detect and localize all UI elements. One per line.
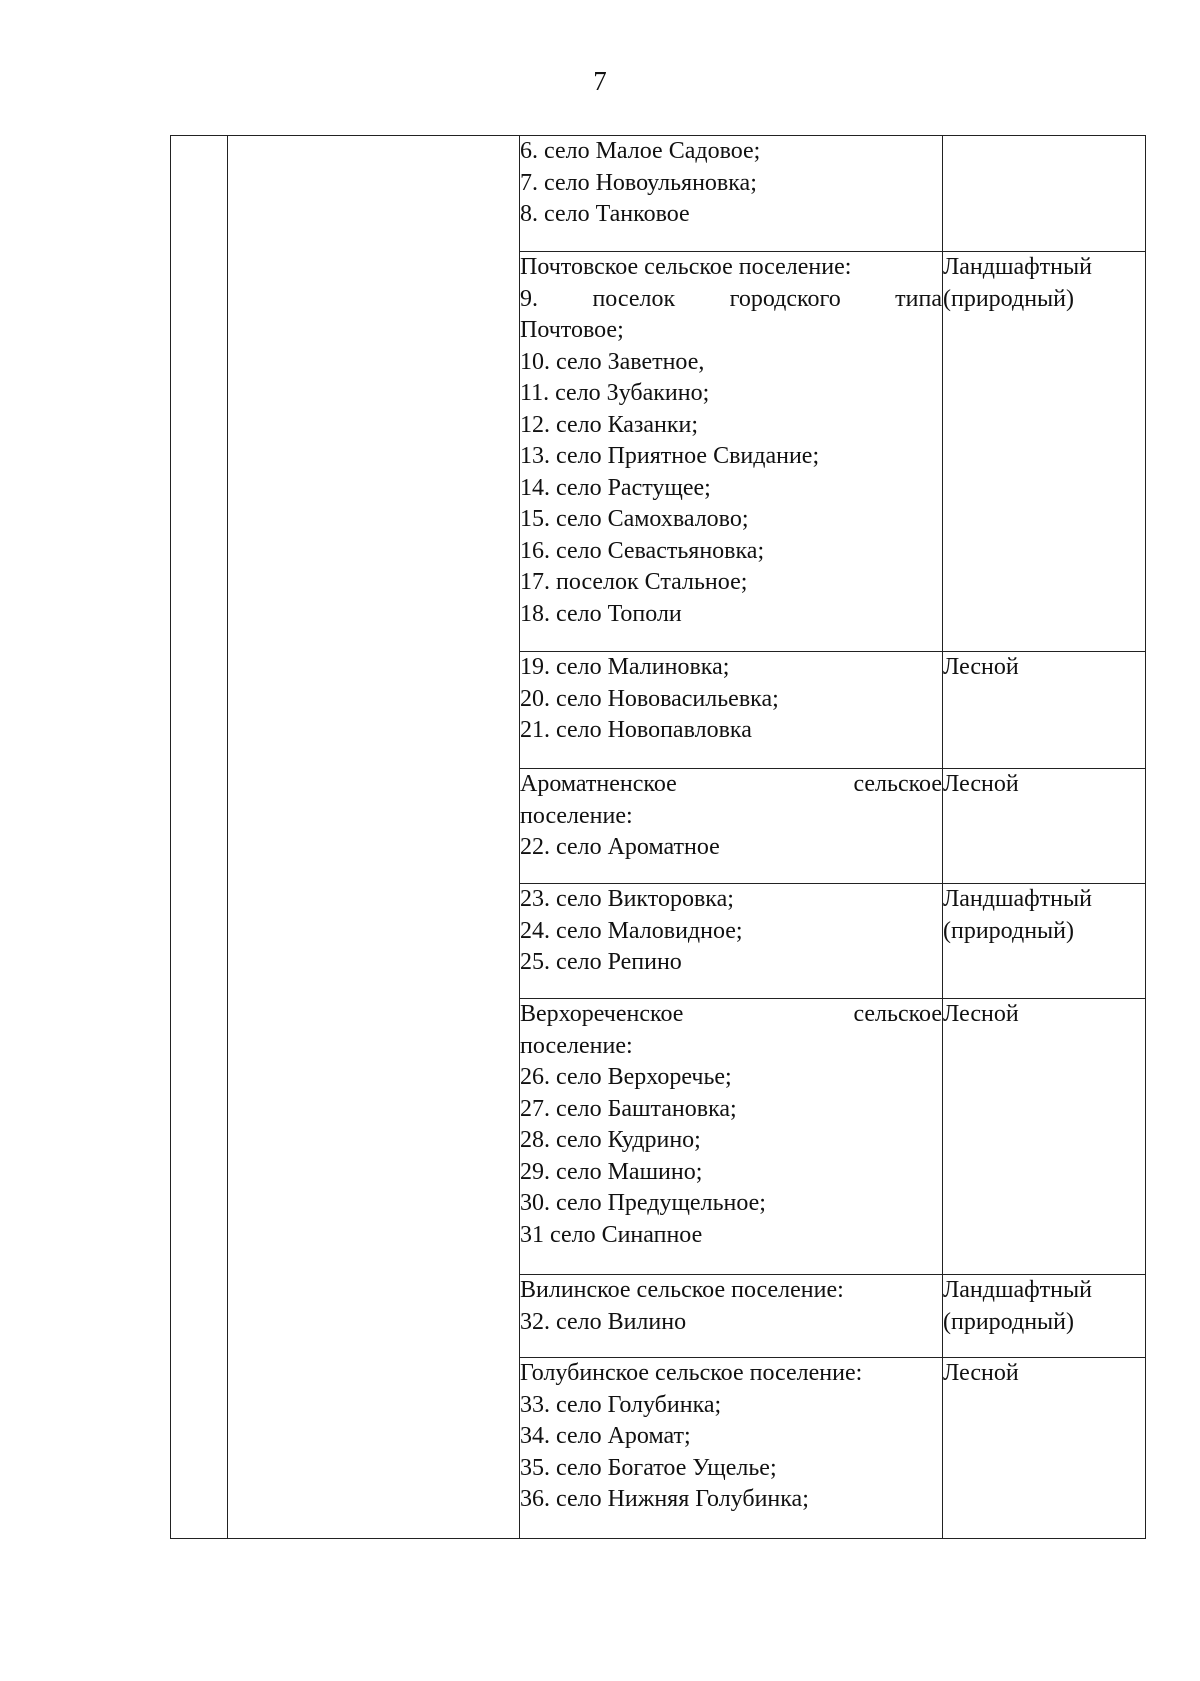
landscape-type-cell: [943, 136, 1146, 252]
list-item: 14. село Растущее;: [520, 474, 711, 501]
settlement-header: Ароматненское сельское: [520, 771, 942, 797]
list-item: 30. село Предущельное;: [520, 1190, 766, 1216]
list-item: 29. село Машино;: [520, 1158, 703, 1185]
list-item: 23. село Викторовка;: [520, 886, 734, 912]
list-item: 19. село Малиновка;: [520, 654, 730, 680]
landscape-type-note: (природный): [943, 285, 1075, 312]
list-item: 31 село Синапное: [520, 1221, 703, 1248]
list-item: 16. село Севастьяновка;: [520, 537, 765, 564]
settlements-cell: [520, 652, 943, 769]
settlements-cell: [520, 252, 943, 652]
landscape-type-cell: [943, 652, 1146, 769]
landscape-type-cell: [943, 884, 1146, 999]
list-item: 10. село Заветное,: [520, 348, 705, 375]
list-item: 24. село Маловидное;: [520, 917, 743, 944]
list-item: 21. село Новопавловка: [520, 717, 752, 743]
settlements-cell: [520, 999, 943, 1275]
list-item: поселение:: [520, 802, 633, 829]
list-item: 8. село Танковое: [520, 201, 690, 227]
list-item: Почтовое;: [520, 317, 624, 343]
landscape-type: Лесной: [943, 771, 1019, 797]
list-item: 22. село Ароматное: [520, 834, 720, 860]
landscape-type-note: (природный): [943, 917, 1075, 944]
list-item: 20. село Нововасильевка;: [520, 685, 779, 712]
settlements-cell: [520, 1275, 943, 1358]
settlement-header: Голубинское сельское поселение:: [520, 1360, 863, 1386]
settlement-header: Вилинское сельское поселение:: [520, 1277, 844, 1303]
landscape-type: Ландшафтный: [943, 886, 1092, 912]
settlements-cell: [520, 1358, 943, 1539]
settlement-header: Почтовское сельское поселение:: [520, 254, 852, 280]
settlement-header: Верхореченское сельское: [520, 1001, 942, 1027]
landscape-type: Лесной: [943, 654, 1019, 680]
list-item: 7. село Новоульяновка;: [520, 169, 757, 196]
list-item: 12. село Казанки;: [520, 411, 699, 438]
landscape-type: Ландшафтный: [943, 1277, 1092, 1303]
landscape-type: Лесной: [943, 1001, 1019, 1027]
list-item: 15. село Самохвалово;: [520, 506, 749, 532]
list-item: 13. село Приятное Свидание;: [520, 443, 820, 469]
list-item: 6. село Малое Садовое;: [520, 138, 761, 164]
settlements-cell: [520, 136, 943, 252]
landscape-type-cell: [943, 769, 1146, 884]
landscape-type-cell: [943, 999, 1146, 1275]
list-item: 25. село Репино: [520, 949, 682, 975]
list-item: 18. село Тополи: [520, 600, 682, 627]
landscape-type: Лесной: [943, 1360, 1019, 1386]
list-item: 9. поселок городского типа: [520, 285, 942, 312]
list-item: 11. село Зубакино;: [520, 380, 710, 406]
settlements-cell: [520, 884, 943, 999]
list-item: 26. село Верхоречье;: [520, 1064, 732, 1090]
list-item: 17. поселок Стальное;: [520, 569, 748, 595]
list-item: 34. село Аромат;: [520, 1423, 691, 1449]
list-item: 27. село Баштановка;: [520, 1095, 737, 1122]
page-number: 7: [593, 66, 607, 96]
settlements-cell: [520, 769, 943, 884]
landscape-type-note: (природный): [943, 1308, 1075, 1335]
landscape-type-cell: [943, 1275, 1146, 1358]
list-item: поселение:: [520, 1032, 633, 1059]
name-column-cell: [228, 136, 520, 1539]
number-column-cell: [171, 136, 228, 1539]
landscape-type: Ландшафтный: [943, 254, 1092, 280]
list-item: 28. село Кудрино;: [520, 1127, 701, 1153]
settlements-table: [170, 135, 1146, 1539]
table-row: [171, 136, 1146, 252]
landscape-type-cell: [943, 1358, 1146, 1539]
list-item: 35. село Богатое Ущелье;: [520, 1454, 777, 1481]
list-item: 36. село Нижняя Голубинка;: [520, 1486, 809, 1512]
landscape-type-cell: [943, 252, 1146, 652]
list-item: 33. село Голубинка;: [520, 1391, 722, 1418]
list-item: 32. село Вилино: [520, 1308, 687, 1335]
